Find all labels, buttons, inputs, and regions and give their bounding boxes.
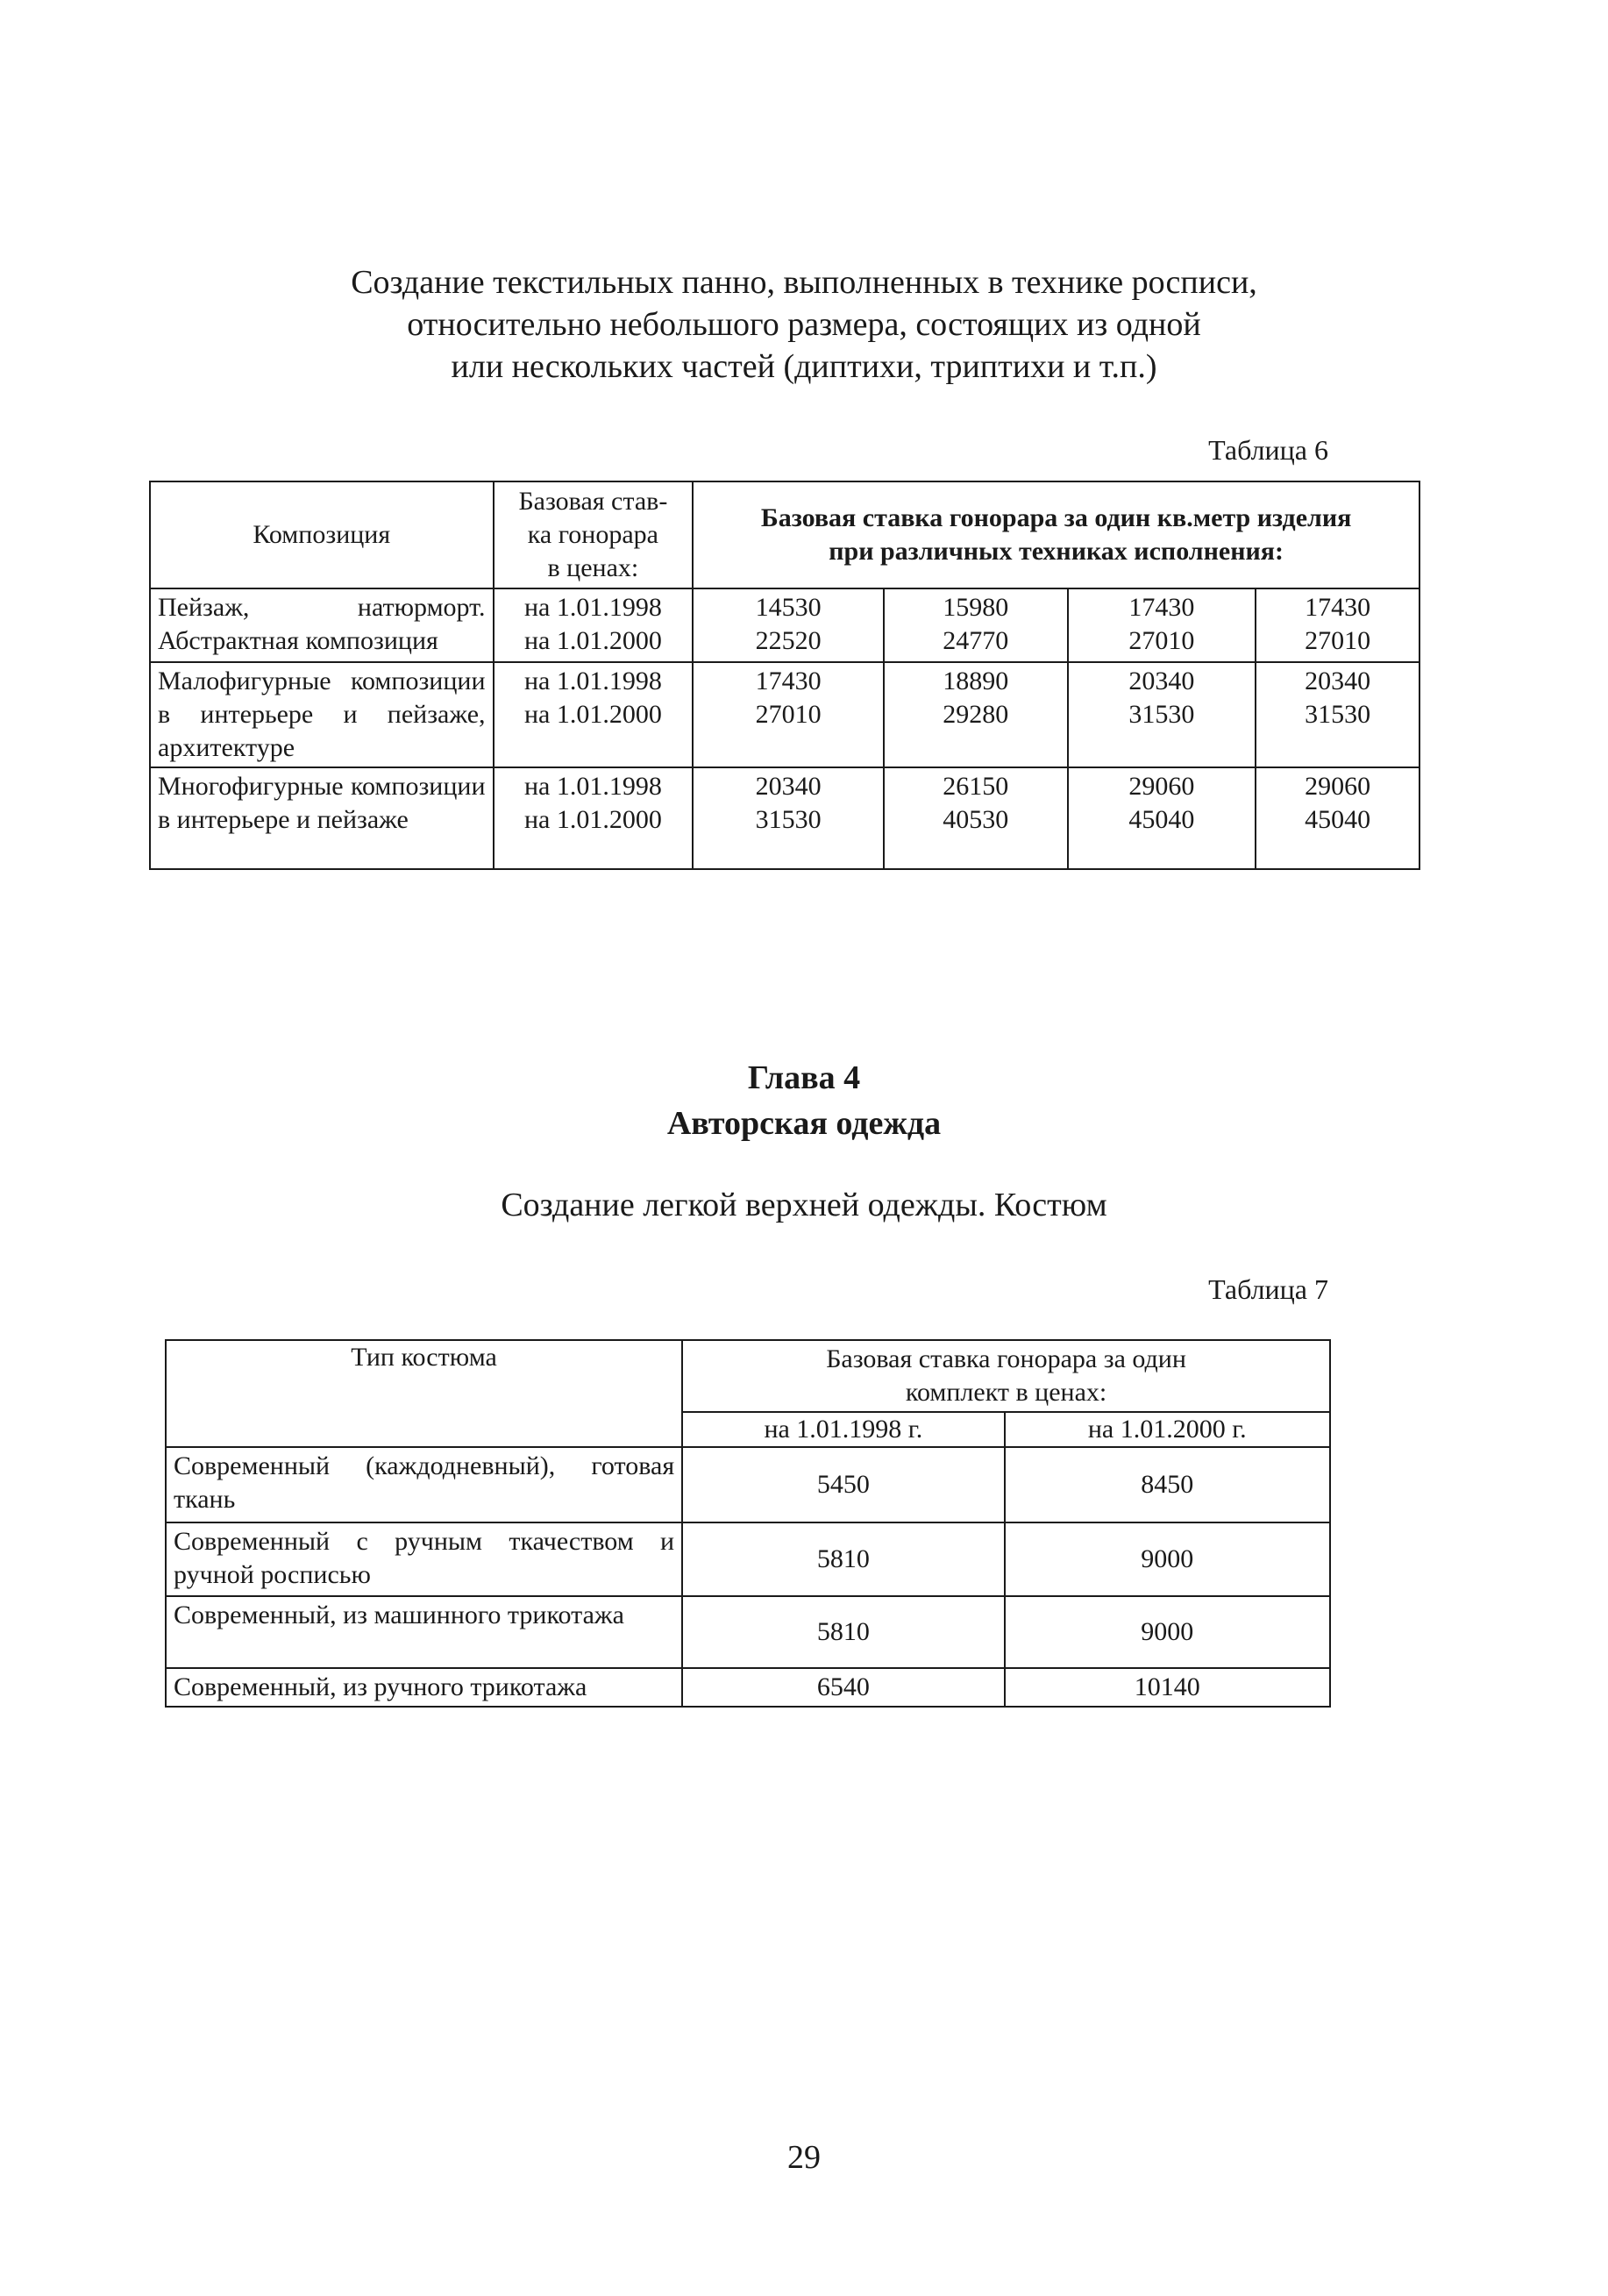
composition-cell: Многофигурные композиции в интерьере и пейзаже <box>150 767 494 869</box>
date-2000: на 1.01.2000 <box>523 626 662 655</box>
costume-name-cell: Современный (каждодневный), готовая ткань <box>166 1447 682 1522</box>
header-date-2000: на 1.01.2000 г. <box>1005 1412 1330 1447</box>
table-6 <box>149 481 1420 870</box>
dates-cell <box>494 588 694 662</box>
section-title-line-2: относительно небольшого размера, состоящих из одной <box>407 306 1201 343</box>
value-1998: 29060 <box>1128 772 1195 801</box>
value-2000: 45040 <box>1128 805 1195 834</box>
chapter-subtitle: Создание легкой верхней одежды. Костюм <box>501 1187 1107 1223</box>
composition-cell: Малофигурные композиции в интерьере и пейзаже, архитектуре <box>150 662 494 767</box>
chapter-number: Глава 4 <box>747 1059 861 1096</box>
value-cell <box>1256 662 1419 767</box>
table-row <box>166 1596 1330 1668</box>
value-1998: 17430 <box>1128 593 1195 622</box>
table-row <box>150 767 1419 869</box>
value-1998: 20340 <box>1305 667 1371 695</box>
header-base-rate-line-1: Базовая став- <box>518 487 668 516</box>
value-1998-cell: 6540 <box>682 1668 1004 1707</box>
value-2000-cell: 10140 <box>1005 1668 1330 1707</box>
value-1998: 26150 <box>943 772 1009 801</box>
header-date-1998: на 1.01.1998 г. <box>682 1412 1004 1447</box>
value-2000: 24770 <box>943 626 1009 655</box>
value-cell <box>884 588 1068 662</box>
section-title <box>0 261 1608 388</box>
value-cell <box>1068 662 1256 767</box>
composition-cell: Пейзаж, натюрморт. Абстрактная композиция <box>150 588 494 662</box>
table-7-header-row <box>166 1340 1330 1412</box>
header-base-rate-set-line-2: комплект в ценах: <box>905 1378 1107 1407</box>
page-number: 29 <box>787 2139 821 2176</box>
dates-cell <box>494 767 694 869</box>
value-2000: 45040 <box>1305 805 1371 834</box>
header-rate-per-sqm-line-2: при различных техниках исполнения: <box>829 537 1284 566</box>
value-2000-cell: 9000 <box>1005 1596 1330 1668</box>
value-1998-cell: 5810 <box>682 1522 1004 1596</box>
value-2000: 29280 <box>943 700 1009 729</box>
value-1998: 17430 <box>755 667 822 695</box>
value-1998: 20340 <box>755 772 822 801</box>
date-1998: на 1.01.1998 <box>523 667 662 695</box>
value-2000: 22520 <box>755 626 822 655</box>
value-2000: 27010 <box>1128 626 1195 655</box>
header-base-rate-line-2: ка гонорара <box>527 520 658 549</box>
costume-name-cell: Современный, из машинного трикотажа <box>166 1596 682 1668</box>
value-1998-cell: 5450 <box>682 1447 1004 1522</box>
table-row <box>150 662 1419 767</box>
value-cell <box>1068 767 1256 869</box>
table-6-label: Таблица 6 <box>1208 434 1328 466</box>
header-rate-per-sqm-line-1: Базовая ставка гонорара за один кв.метр изделия <box>760 503 1352 532</box>
value-cell <box>693 588 884 662</box>
value-cell <box>693 767 884 869</box>
value-2000-cell: 8450 <box>1005 1447 1330 1522</box>
costume-name-cell: Современный, из ручного трикотажа <box>166 1668 682 1707</box>
value-1998: 29060 <box>1305 772 1371 801</box>
date-1998: на 1.01.1998 <box>523 593 662 622</box>
value-cell <box>1256 767 1419 869</box>
value-1998: 15980 <box>943 593 1009 622</box>
value-2000: 31530 <box>755 805 822 834</box>
header-base-rate-set-line-1: Базовая ставка гонорара за один <box>826 1344 1186 1373</box>
value-2000: 27010 <box>1305 626 1371 655</box>
value-1998: 17430 <box>1305 593 1371 622</box>
costume-name-cell: Современный с ручным ткачеством и ручной росписью <box>166 1522 682 1596</box>
date-2000: на 1.01.2000 <box>523 700 662 729</box>
value-cell <box>884 767 1068 869</box>
header-composition: Композиция <box>150 481 494 588</box>
header-base-rate <box>494 481 694 588</box>
value-cell <box>1068 588 1256 662</box>
header-costume-type: Тип костюма <box>166 1340 682 1447</box>
header-base-rate-line-3: в ценах: <box>547 553 639 582</box>
value-1998: 14530 <box>755 593 822 622</box>
date-2000: на 1.01.2000 <box>523 805 662 834</box>
section-title-line-1: Создание текстильных панно, выполненных в технике росписи, <box>351 264 1257 301</box>
value-2000: 31530 <box>1305 700 1371 729</box>
date-1998: на 1.01.1998 <box>523 772 662 801</box>
dates-cell <box>494 662 694 767</box>
value-1998: 18890 <box>943 667 1009 695</box>
value-1998: 20340 <box>1128 667 1195 695</box>
chapter-title: Авторская одежда <box>666 1105 942 1142</box>
value-2000-cell: 9000 <box>1005 1522 1330 1596</box>
value-cell <box>1256 588 1419 662</box>
value-2000: 40530 <box>943 805 1009 834</box>
value-cell <box>693 662 884 767</box>
table-row <box>166 1668 1330 1707</box>
table-7-label: Таблица 7 <box>1208 1273 1328 1305</box>
table-row <box>166 1447 1330 1522</box>
value-2000: 27010 <box>755 700 822 729</box>
table-row <box>166 1522 1330 1596</box>
table-6-header-row <box>150 481 1419 588</box>
section-title-line-3: или нескольких частей (диптихи, триптихи и т.п.) <box>451 348 1157 385</box>
header-base-rate-set <box>682 1340 1330 1412</box>
table-7 <box>165 1339 1331 1708</box>
table-row <box>150 588 1419 662</box>
header-rate-per-sqm <box>693 481 1419 588</box>
value-cell <box>884 662 1068 767</box>
value-2000: 31530 <box>1128 700 1195 729</box>
value-1998-cell: 5810 <box>682 1596 1004 1668</box>
